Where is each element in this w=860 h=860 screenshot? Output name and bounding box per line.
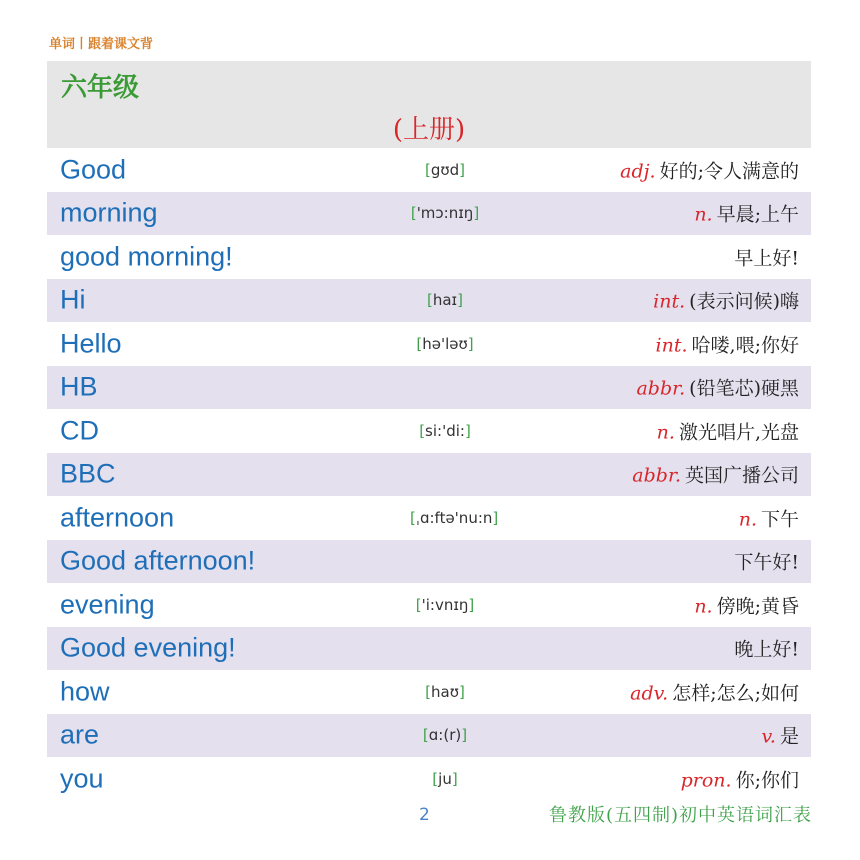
part-of-speech: n. xyxy=(656,421,675,444)
meaning-text: (铅笔芯)硬黑 xyxy=(689,377,799,400)
phonetic-text: haɪ xyxy=(432,291,458,310)
phonetic-text: ju xyxy=(438,769,452,788)
definition xyxy=(681,765,799,792)
phonetic-text: ɑ:(r) xyxy=(428,726,462,745)
book-title: 鲁教版(五四制)初中英语词汇表 xyxy=(548,805,812,826)
word-text: how xyxy=(60,676,110,707)
phonetic-text: hə'ləʊ xyxy=(422,334,468,353)
word-text: afternoon xyxy=(60,502,175,533)
definition xyxy=(694,591,799,618)
definition xyxy=(636,374,799,401)
phonetic: [gʊd] xyxy=(424,160,466,179)
vocabulary-row xyxy=(47,757,811,801)
word-text: Hello xyxy=(60,328,122,359)
part-of-speech: n. xyxy=(694,595,713,618)
definition xyxy=(734,548,799,575)
phonetic-text: si:'di: xyxy=(425,421,465,440)
word-text: Good evening! xyxy=(60,632,236,663)
grade-heading-box xyxy=(47,61,811,148)
page-number: 2 xyxy=(419,805,430,825)
word-text: are xyxy=(60,719,100,750)
vocabulary-row xyxy=(47,279,811,323)
vocabulary-row xyxy=(47,583,811,627)
word-text: Good afternoon! xyxy=(60,545,256,576)
section-tag: 单词丨跟着课文背 xyxy=(49,37,154,52)
part-of-speech: pron. xyxy=(680,769,732,792)
vocabulary-row xyxy=(47,496,811,540)
phonetic-text: gʊd xyxy=(430,160,460,179)
phonetic-text: 'mɔ:nɪŋ xyxy=(416,204,474,223)
part-of-speech: v. xyxy=(761,725,776,748)
vocabulary-row xyxy=(47,627,811,671)
vocabulary-list xyxy=(47,148,811,801)
meaning-text: 哈喽,喂;你好 xyxy=(691,334,799,357)
definition xyxy=(657,417,799,444)
meaning-text: 是 xyxy=(779,725,799,748)
phonetic-text: ˌɑ:ftə'nu:n xyxy=(415,508,493,527)
vocabulary-row xyxy=(47,322,811,366)
phonetic: ['mɔ:nɪŋ] xyxy=(410,204,480,223)
word-text: good morning! xyxy=(60,241,233,272)
definition xyxy=(734,635,799,662)
phonetic: [ˌɑ:ftə'nu:n] xyxy=(410,508,499,527)
meaning-text: 下午好! xyxy=(734,551,799,574)
meaning-text: 晚上好! xyxy=(734,638,799,661)
phonetic-text: 'i:vnɪŋ xyxy=(421,595,469,614)
vocabulary-row xyxy=(47,540,811,584)
volume-label: (上册) xyxy=(392,115,466,145)
meaning-text: (表示问候)嗨 xyxy=(689,290,799,313)
definition xyxy=(632,461,799,488)
meaning-text: 英国广播公司 xyxy=(684,464,799,487)
definition xyxy=(739,504,799,531)
part-of-speech: int. xyxy=(653,290,686,313)
phonetic: [ɑ:(r)] xyxy=(422,726,468,745)
vocabulary-row xyxy=(47,148,811,192)
phonetic: [hə'ləʊ] xyxy=(416,334,474,353)
word-text: evening xyxy=(60,589,155,620)
meaning-text: 下午 xyxy=(760,508,799,531)
word-text: CD xyxy=(60,415,99,446)
phonetic-text: haʊ xyxy=(431,682,459,701)
part-of-speech: n. xyxy=(738,508,757,531)
definition xyxy=(653,287,799,314)
definition xyxy=(656,330,799,357)
part-of-speech: adv. xyxy=(630,682,669,705)
phonetic: ['i:vnɪŋ] xyxy=(415,595,475,614)
part-of-speech: abbr. xyxy=(632,464,681,487)
word-text: you xyxy=(60,763,104,794)
definition xyxy=(694,200,799,227)
meaning-text: 你;你们 xyxy=(735,769,799,792)
meaning-text: 激光唱片,光盘 xyxy=(678,421,799,444)
vocabulary-row xyxy=(47,409,811,453)
word-text: Good xyxy=(60,154,127,185)
meaning-text: 早晨;上午 xyxy=(716,203,799,226)
part-of-speech: adj. xyxy=(620,160,656,183)
definition xyxy=(761,722,799,749)
definition xyxy=(630,678,799,705)
phonetic: [haɪ] xyxy=(427,291,463,310)
definition xyxy=(620,156,799,183)
vocabulary-row xyxy=(47,714,811,758)
phonetic: [ju] xyxy=(432,769,458,788)
word-text: morning xyxy=(60,197,158,228)
phonetic: [haʊ] xyxy=(425,682,465,701)
part-of-speech: int. xyxy=(655,334,688,357)
meaning-text: 早上好! xyxy=(734,247,799,270)
word-text: HB xyxy=(60,371,98,402)
meaning-text: 好的;令人满意的 xyxy=(659,160,799,183)
definition xyxy=(734,243,799,270)
part-of-speech: n. xyxy=(694,203,713,226)
word-text: BBC xyxy=(60,458,116,489)
word-text: Hi xyxy=(60,284,86,315)
vocabulary-row xyxy=(47,235,811,279)
vocabulary-row xyxy=(47,453,811,497)
vocabulary-row xyxy=(47,366,811,410)
vocabulary-row xyxy=(47,192,811,236)
meaning-text: 怎样;怎么;如何 xyxy=(672,682,799,705)
meaning-text: 傍晚;黄昏 xyxy=(716,595,799,618)
grade-title: 六年级 xyxy=(61,73,140,103)
phonetic: [si:'di:] xyxy=(419,421,471,440)
part-of-speech: abbr. xyxy=(636,377,686,400)
vocabulary-row xyxy=(47,670,811,714)
